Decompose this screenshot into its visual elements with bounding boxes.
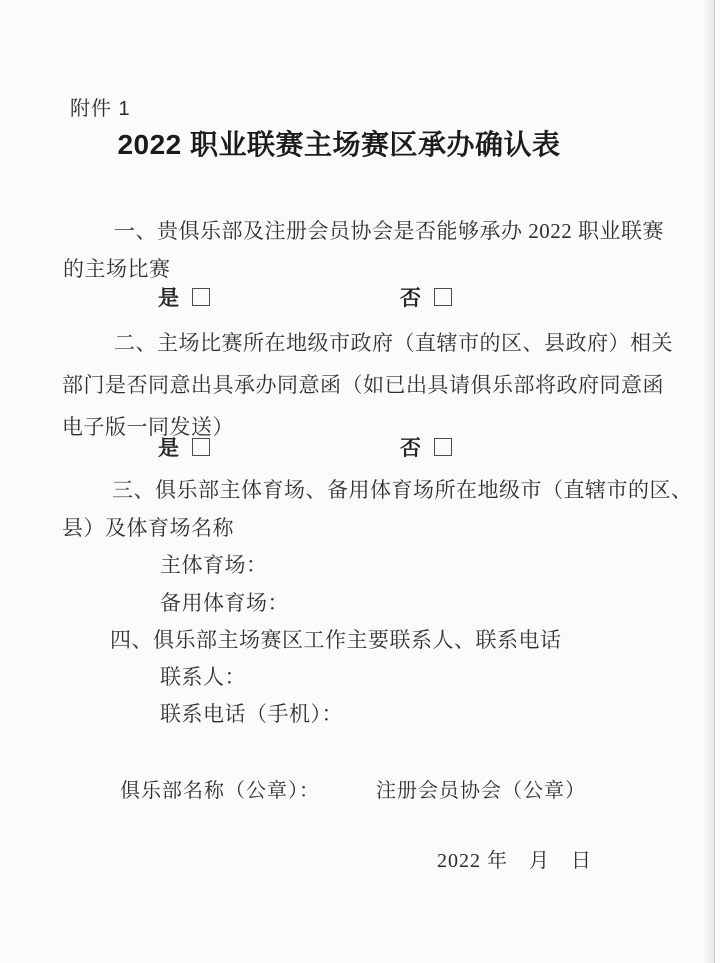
q4-line-1: 四、俱乐部主场赛区工作主要联系人、联系电话 [110,628,562,652]
q2-line-1: 二、主场比赛所在地级市政府（直辖市的区、县政府）相关 [114,331,673,355]
q1-no-label: 否 [400,286,421,310]
page-edge-line [714,0,715,963]
q3-line-1: 三、俱乐部主体育场、备用体育场所在地级市（直辖市的区、 [112,478,693,502]
q1-yes-label: 是 [158,286,179,310]
q1-yes-option [158,282,210,312]
q1-no-checkbox-icon[interactable] [434,288,452,306]
association-seal-label: 注册会员协会（公章） [376,780,586,802]
q1-line-1: 一、贵俱乐部及注册会员协会是否能够承办 2022 职业联赛 [114,219,664,243]
q1-yes-checkbox-icon[interactable] [192,288,210,306]
date-line: 2022 年 月 日 [437,850,592,872]
club-name-seal-label: 俱乐部名称（公章）： [120,780,320,802]
q1-answer-row [0,282,720,308]
q2-no-option [400,432,452,462]
q1-no-option [400,282,452,312]
q2-no-label: 否 [400,436,421,460]
contact-phone-field-label: 联系电话（手机）： [160,702,343,726]
q2-answer-row [0,432,720,458]
backup-stadium-field-label: 备用体育场： [160,591,289,615]
q2-line-3: 电子版一同发送） [62,415,234,439]
q2-yes-checkbox-icon[interactable] [192,438,210,456]
q2-yes-label: 是 [158,436,179,460]
q2-no-checkbox-icon[interactable] [434,438,452,456]
attachment-label: 附件 1 [70,98,131,120]
page-title: 2022 职业联赛主场赛区承办确认表 [117,129,561,160]
contact-person-field-label: 联系人： [160,665,246,689]
q3-line-2: 县）及体育场名称 [62,516,234,540]
q2-yes-option [158,432,210,462]
main-stadium-field-label: 主体育场： [160,553,268,577]
q2-line-2: 部门是否同意出具承办同意函（如已出具请俱乐部将政府同意函 [62,373,664,397]
q1-line-2: 的主场比赛 [63,257,171,281]
